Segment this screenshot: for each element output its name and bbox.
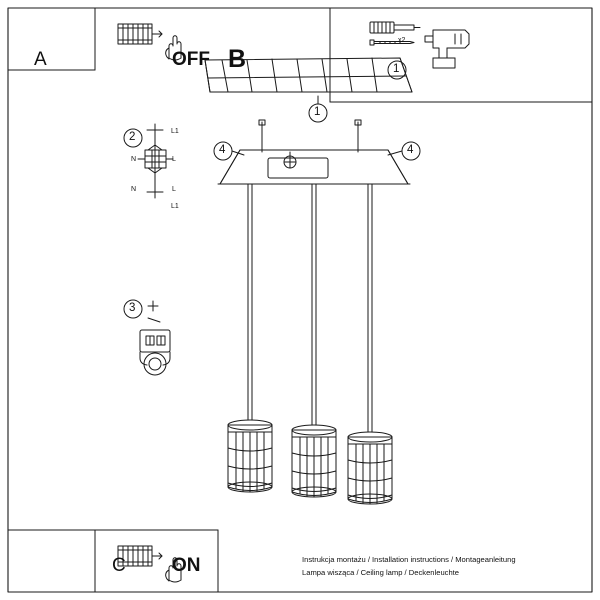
bracket-screw-left [259,120,265,152]
bracket-screw-right [355,120,361,152]
footer-line-1: Instrukcja montażu / Installation instructions / Montageanleitung [302,555,516,564]
connector-block-diagram [140,301,170,375]
state-label-on: ON [172,555,201,576]
wire-label-n-left: N [131,156,137,163]
callout-number-step3: 3 [129,302,136,314]
callout-number-ceiling: 1 [314,106,321,118]
lamp-shade-3 [348,432,392,504]
canopy-plate [218,150,410,184]
footer-line-2: Lampa wisząca / Ceiling lamp / Deckenleuchte [302,568,460,577]
callout-number-drill: 1 [393,63,400,75]
lamp-shade-2 [292,425,336,497]
wire-label-n-bottom: N [131,186,137,193]
panel-top-right-divider [330,8,592,102]
wiring-block-diagram [138,124,173,198]
sheet-border [8,8,592,592]
wire-label-l-right: L [172,156,176,163]
drill-icon [425,30,469,68]
screw-and-plug-icon [370,22,420,33]
lamp-shade-1 [228,420,272,492]
callout-number-bracket-right: 4 [407,144,414,156]
step-letter-c: C [112,555,126,576]
panel-a-divider [8,8,95,70]
step-letter-b: B [228,45,247,73]
pendant-cables [248,184,372,432]
step-letter-a: A [34,49,47,70]
callout-number-bracket-left: 4 [219,144,226,156]
switch-plate-off-icon [118,24,162,44]
callout-number-step2: 2 [129,131,136,143]
state-label-off: OFF [172,49,210,70]
wire-label-l1-top: L1 [171,128,179,135]
screw-icon [370,40,414,45]
wire-label-l1-bottom: L1 [171,203,179,210]
wire-label-l-bottom: L [172,186,176,193]
screw-count-label: x2 [398,37,406,44]
